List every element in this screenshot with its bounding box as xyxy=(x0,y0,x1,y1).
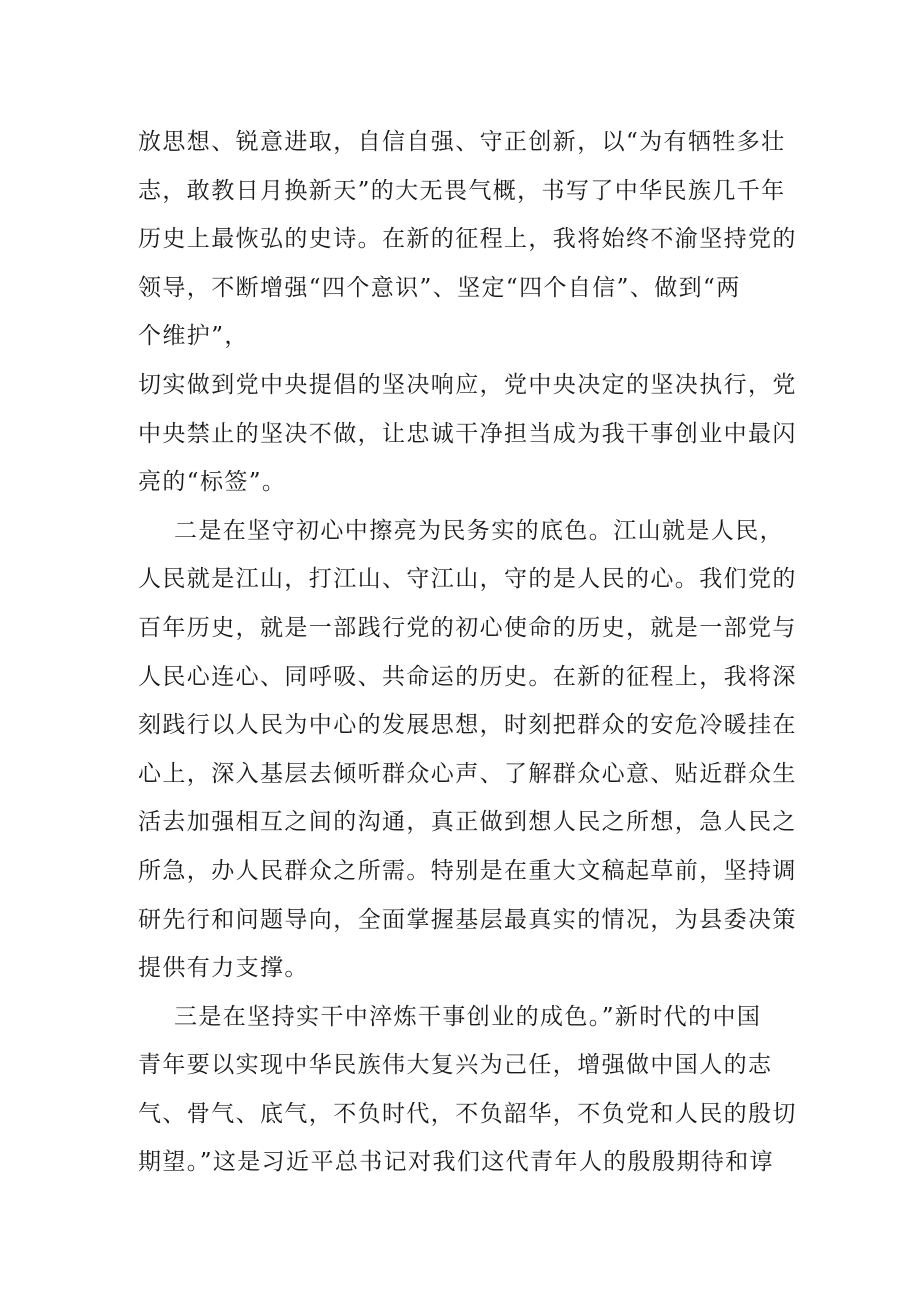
paragraph-1 xyxy=(138,118,797,361)
text-line: 所急，办人民群众之所需。特别是在重大文稿起草前，坚持调 xyxy=(138,857,797,884)
paragraph-4 xyxy=(138,993,797,1187)
text-line: 三是在坚持实干中淬炼干事创业的成色。”新时代的中国 xyxy=(174,1003,762,1030)
text-line: 气、骨气、底气，不负时代，不负韶华，不负党和人民的殷切 xyxy=(138,1100,797,1127)
text-line: 人民心连心、同呼吸、共命运的历史。在新的征程上，我将深 xyxy=(138,663,797,690)
text-line: 二是在坚守初心中擦亮为民务实的底色。江山就是人民， xyxy=(174,517,784,544)
text-line: 活去加强相互之间的沟通，真正做到想人民之所想，急人民之 xyxy=(138,809,797,836)
text-line: 亮的“标签”。 xyxy=(138,469,287,496)
text-line: 提供有力支撑。 xyxy=(138,955,309,982)
text-line: 期望。”这是习近平总书记对我们这代青年人的殷殷期待和谆 xyxy=(138,1149,775,1176)
text-line: 志，敢教日月换新天”的大无畏气概，书写了中华民族几千年 xyxy=(138,177,786,204)
text-line: 人民就是江山，打江山、守江山，守的是人民的心。我们党的 xyxy=(138,566,797,593)
text-line: 研先行和问题导向，全面掌握基层最真实的情况，为县委决策 xyxy=(138,906,797,933)
text-line: 心上，深入基层去倾听群众心声、了解群众心意、贴近群众生 xyxy=(138,760,797,787)
document-body xyxy=(138,118,797,1187)
text-line: 切实做到党中央提倡的坚决响应，党中央决定的坚决执行，党 xyxy=(138,371,797,398)
text-line: 刻践行以人民为中心的发展思想，时刻把群众的安危冷暖挂在 xyxy=(138,712,797,739)
text-line: 领导，不断增强“四个意识”、坚定“四个自信”、做到“两 xyxy=(138,274,741,301)
text-line: 历史上最恢弘的史诗。在新的征程上，我将始终不渝坚持党的 xyxy=(138,226,797,253)
text-line: 青年要以实现中华民族伟大复兴为己任，增强做中国人的志 xyxy=(138,1052,773,1079)
text-line: 个维护”， xyxy=(138,323,249,350)
paragraph-2 xyxy=(138,361,797,507)
text-line: 百年历史，就是一部践行党的初心使命的历史，就是一部党与 xyxy=(138,614,797,641)
text-line: 中央禁止的坚决不做，让忠诚干净担当成为我干事创业中最闪 xyxy=(138,420,797,447)
text-line: 放思想、锐意进取，自信自强、守正创新，以“为有牺牲多壮 xyxy=(138,129,786,155)
paragraph-3 xyxy=(138,507,797,993)
